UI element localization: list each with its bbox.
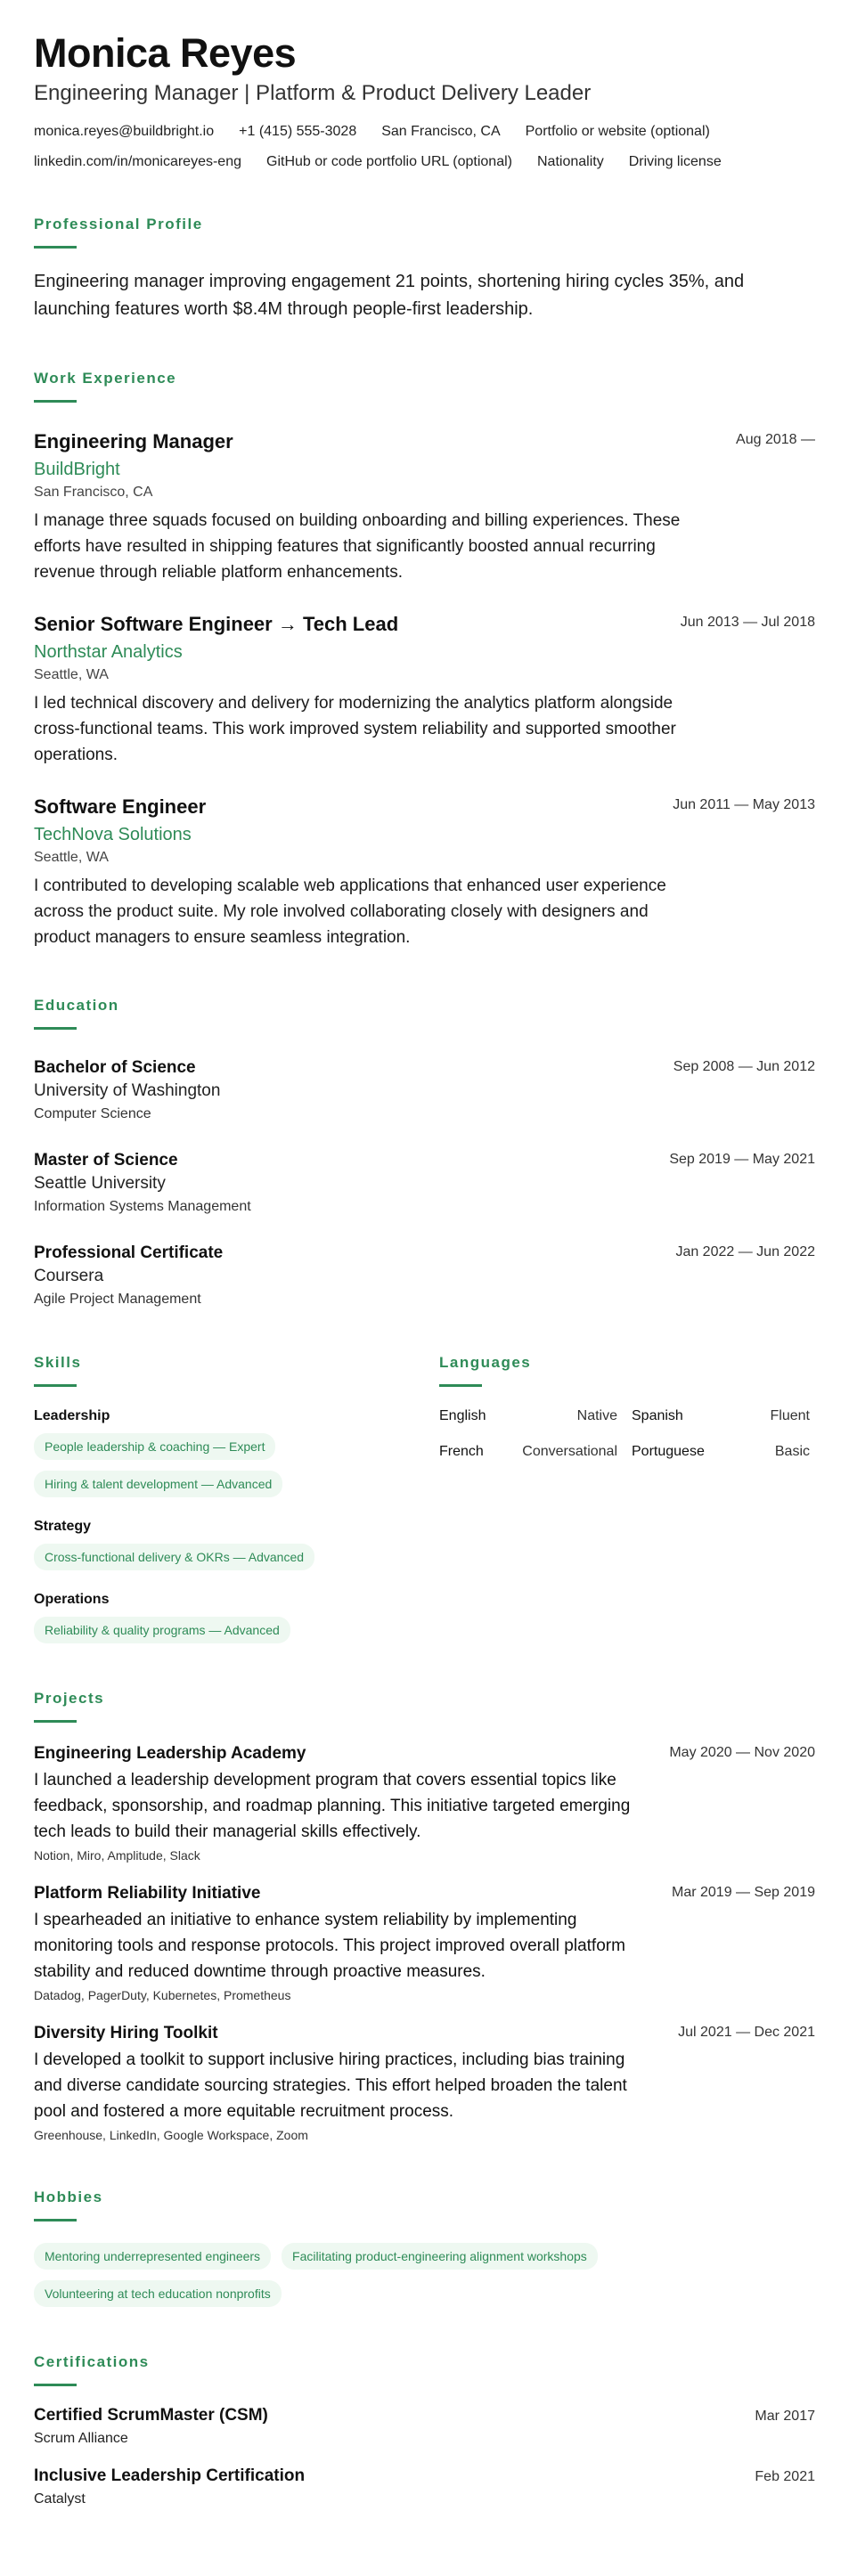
field-of-study: Computer Science bbox=[34, 1106, 151, 1121]
section-title: Certifications bbox=[34, 2353, 150, 2370]
project-description: I spearheaded an initiative to enhance system reliability by implementing monitoring tools and response protocols. This project improved overall platform stability and reduced downtime through proactive measures. bbox=[34, 1911, 625, 1981]
project-tools: Notion, Miro, Amplitude, Slack bbox=[34, 1848, 200, 1863]
contact-portfolio[interactable]: Portfolio or website (optional) bbox=[525, 124, 710, 139]
contact-github[interactable]: GitHub or code portfolio URL (optional) bbox=[266, 154, 512, 169]
project-title: Platform Reliability Initiative bbox=[34, 1884, 261, 1903]
degree: Bachelor of Science bbox=[34, 1058, 196, 1077]
project-entry bbox=[34, 1742, 815, 1863]
projects-section bbox=[34, 1690, 815, 2142]
hobby-tag: Volunteering at tech education nonprofits bbox=[34, 2280, 282, 2307]
language-name: Portuguese bbox=[632, 1444, 705, 1459]
certification-title: Certified ScrumMaster (CSM) bbox=[34, 2406, 268, 2425]
education-section bbox=[34, 997, 815, 1308]
experience-entry bbox=[34, 795, 815, 950]
certification-entry bbox=[34, 2466, 815, 2507]
section-title: Work Experience bbox=[34, 370, 177, 387]
certification-date: Feb 2021 bbox=[755, 2469, 815, 2484]
language-item bbox=[632, 1408, 810, 1424]
contact-driving-license: Driving license bbox=[628, 154, 722, 169]
language-name: Spanish bbox=[632, 1408, 683, 1423]
school-name: Seattle University bbox=[34, 1174, 166, 1193]
section-divider bbox=[34, 400, 77, 403]
job-location: Seattle, WA bbox=[34, 667, 109, 682]
skill-tag: Cross-functional delivery & OKRs — Advanced bbox=[34, 1544, 314, 1570]
skill-tag: Hiring & talent development — Advanced bbox=[34, 1471, 282, 1497]
candidate-name: Monica Reyes bbox=[34, 30, 297, 76]
section-divider bbox=[34, 246, 77, 249]
section-divider bbox=[34, 1384, 77, 1387]
skills-section bbox=[34, 1354, 439, 1643]
company-name: BuildBright bbox=[34, 460, 120, 479]
certification-issuer: Scrum Alliance bbox=[34, 2431, 128, 2446]
project-title: Diversity Hiring Toolkit bbox=[34, 2024, 218, 2042]
section-title: Projects bbox=[34, 1690, 105, 1707]
language-level: Native bbox=[576, 1408, 617, 1423]
company-name: Northstar Analytics bbox=[34, 642, 183, 662]
job-dates: Jun 2013 — Jul 2018 bbox=[680, 615, 815, 630]
hobby-tag: Facilitating product-engineering alignment workshops bbox=[282, 2243, 598, 2270]
languages-section bbox=[439, 1354, 815, 1643]
hobby-list bbox=[34, 2243, 815, 2307]
contact-location: San Francisco, CA bbox=[381, 124, 501, 139]
experience-entry bbox=[34, 429, 815, 585]
school-name: Coursera bbox=[34, 1267, 104, 1285]
education-entry bbox=[34, 1242, 815, 1308]
contact-email[interactable]: monica.reyes@buildbright.io bbox=[34, 124, 215, 139]
skill-group bbox=[34, 1592, 439, 1643]
project-dates: Mar 2019 — Sep 2019 bbox=[672, 1885, 815, 1900]
language-item bbox=[439, 1444, 617, 1460]
field-of-study: Agile Project Management bbox=[34, 1292, 201, 1307]
section-title: Hobbies bbox=[34, 2189, 103, 2205]
experience-section bbox=[34, 370, 815, 950]
language-list bbox=[439, 1408, 815, 1460]
degree: Professional Certificate bbox=[34, 1243, 224, 1262]
education-dates: Jan 2022 — Jun 2022 bbox=[675, 1244, 815, 1259]
project-description: I launched a leadership development program that covers essential topics like feedback, sponsorship, and roadmap planning. This initiative targeted emerging tech leads to build their managerial skills effectively. bbox=[34, 1771, 631, 1841]
section-title: Professional Profile bbox=[34, 216, 203, 232]
skill-group-name: Operations bbox=[34, 1592, 110, 1607]
language-level: Conversational bbox=[522, 1444, 617, 1459]
job-location: San Francisco, CA bbox=[34, 485, 153, 500]
section-title: Skills bbox=[34, 1354, 82, 1371]
section-title: Education bbox=[34, 997, 119, 1014]
job-dates: Jun 2011 — May 2013 bbox=[673, 797, 815, 812]
hobby-tag: Mentoring underrepresented engineers bbox=[34, 2243, 271, 2270]
language-name: French bbox=[439, 1444, 484, 1459]
certification-title: Inclusive Leadership Certification bbox=[34, 2466, 306, 2485]
certification-date: Mar 2017 bbox=[755, 2409, 815, 2424]
degree: Master of Science bbox=[34, 1151, 178, 1170]
certification-issuer: Catalyst bbox=[34, 2491, 86, 2507]
contact-nationality: Nationality bbox=[536, 154, 604, 169]
job-dates: Aug 2018 — bbox=[736, 432, 815, 447]
certification-entry bbox=[34, 2406, 815, 2447]
project-title: Engineering Leadership Academy bbox=[34, 1744, 306, 1763]
language-name: English bbox=[439, 1408, 486, 1423]
project-tools: Datadog, PagerDuty, Kubernetes, Prometheus bbox=[34, 1988, 291, 2002]
skills-languages-row bbox=[34, 1354, 815, 1643]
education-entry bbox=[34, 1149, 815, 1215]
skill-tag: Reliability & quality programs — Advanced bbox=[34, 1617, 290, 1643]
language-item bbox=[439, 1408, 617, 1424]
company-name: TechNova Solutions bbox=[34, 825, 192, 844]
profile-section bbox=[34, 216, 815, 323]
school-name: University of Washington bbox=[34, 1081, 221, 1100]
section-divider bbox=[439, 1384, 482, 1387]
job-description: I led technical discovery and delivery for modernizing the analytics platform alongside cross-functional teams. This work improved system reliability and supported smoother operations. bbox=[34, 694, 676, 764]
job-description: I manage three squads focused on building onboarding and billing experiences. These efforts have resulted in shipping features that significantly boosted annual recurring revenue through reliable platform enhancements. bbox=[34, 511, 681, 582]
job-title: Engineering Manager bbox=[34, 430, 233, 452]
language-item bbox=[632, 1444, 810, 1460]
section-divider bbox=[34, 2384, 77, 2386]
experience-entry bbox=[34, 612, 815, 768]
project-dates: May 2020 — Nov 2020 bbox=[669, 1745, 815, 1760]
certifications-section bbox=[34, 2353, 815, 2507]
skill-group bbox=[34, 1519, 439, 1570]
project-description: I developed a toolkit to support inclusive hiring practices, including bias training and diverse candidate sourcing strategies. This effort helped broaden the talent pool and fostered a more equitable recruitment process. bbox=[34, 2050, 627, 2121]
headline: Engineering Manager | Platform & Product Delivery Leader bbox=[34, 81, 592, 105]
project-dates: Jul 2021 — Dec 2021 bbox=[678, 2025, 815, 2040]
education-dates: Sep 2008 — Jun 2012 bbox=[673, 1059, 815, 1074]
language-level: Fluent bbox=[770, 1408, 810, 1423]
contact-list bbox=[34, 125, 815, 169]
job-title: Software Engineer bbox=[34, 795, 207, 818]
project-entry bbox=[34, 2022, 815, 2142]
language-level: Basic bbox=[774, 1444, 810, 1459]
education-entry bbox=[34, 1056, 815, 1122]
profile-summary: Engineering manager improving engagement 21 points, shortening hiring cycles 35%, and launching features worth $8.4M through people-first leadership. bbox=[34, 272, 745, 319]
job-description: I contributed to developing scalable web applications that enhanced user experience across the product suite. My role involved collaborating closely with designers and product managers to ensure seamless integration. bbox=[34, 876, 666, 947]
section-title: Languages bbox=[439, 1354, 532, 1371]
skill-tag: People leadership & coaching — Expert bbox=[34, 1433, 275, 1460]
project-tools: Greenhouse, LinkedIn, Google Workspace, Zoom bbox=[34, 2128, 308, 2142]
skill-group bbox=[34, 1408, 439, 1497]
skill-group-name: Leadership bbox=[34, 1408, 110, 1423]
field-of-study: Information Systems Management bbox=[34, 1199, 251, 1214]
job-title: Senior Software Engineer → Tech Lead bbox=[34, 613, 399, 635]
job-location: Seattle, WA bbox=[34, 850, 109, 865]
education-dates: Sep 2019 — May 2021 bbox=[669, 1152, 815, 1167]
contact-phone[interactable]: +1 (415) 555-3028 bbox=[239, 124, 357, 139]
project-entry bbox=[34, 1882, 815, 2002]
section-divider bbox=[34, 1027, 77, 1030]
contact-linkedin[interactable]: linkedin.com/in/monicareyes-eng bbox=[34, 154, 241, 169]
section-divider bbox=[34, 1720, 77, 1723]
hobbies-section bbox=[34, 2189, 815, 2307]
skill-group-name: Strategy bbox=[34, 1519, 92, 1534]
section-divider bbox=[34, 2219, 77, 2221]
